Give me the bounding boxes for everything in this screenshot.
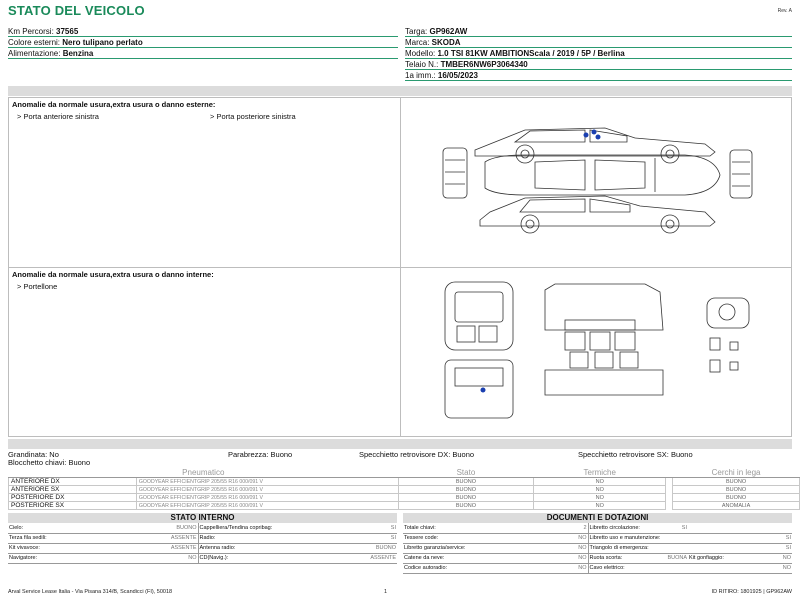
tyre-description: GOODYEAR EFFICIENTGRIP 205/55 R16 000/091 V <box>136 502 398 510</box>
tyre-status: BUONO <box>398 486 534 494</box>
interior-label: Kit vivavoce: <box>8 543 98 553</box>
document-label: Codice autoradio: <box>403 563 513 573</box>
tyre-rim: BUONO <box>673 494 800 502</box>
brand-value: SKODA <box>431 38 461 47</box>
separator-band-mid <box>8 439 792 449</box>
tyre-header-pneumatico: Pneumatico <box>9 468 399 478</box>
tyre-status: BUONO <box>398 494 534 502</box>
km-row <box>8 26 398 37</box>
tyre-gap <box>666 494 673 502</box>
document-value: SI <box>658 523 688 533</box>
tyre-gap <box>666 502 673 510</box>
footer-pickup-id: ID RITIRO: 1801925 | GP962AW <box>711 589 792 595</box>
documents-table <box>403 523 792 574</box>
interior-car-diagram <box>405 270 790 435</box>
tyre-description: GOODYEAR EFFICIENTGRIP 205/55 R16 000/091 V <box>136 478 398 486</box>
tyre-description: GOODYEAR EFFICIENTGRIP 205/55 R16 000/091 V <box>136 486 398 494</box>
registration-row <box>405 70 792 81</box>
tyre-thermal: NO <box>534 478 666 486</box>
document-value: BUONA <box>658 553 688 563</box>
document-label: Kit gonfiaggio: <box>688 553 758 563</box>
km-label: Km Percorsi: <box>8 27 57 36</box>
model-row <box>405 48 792 59</box>
tyre-gap <box>666 478 673 486</box>
documents-title: DOCUMENTI E DOTAZIONI <box>403 513 792 523</box>
document-value <box>758 523 792 533</box>
model-label: Modello: <box>405 49 438 58</box>
chassis-value: TMBER6NW6P3064340 <box>440 60 528 69</box>
document-value: NO <box>513 533 588 543</box>
tyre-rim: BUONO <box>673 478 800 486</box>
registration-label: 1a imm.: <box>405 71 438 80</box>
table-row <box>403 543 792 553</box>
tyre-status: BUONO <box>398 502 534 510</box>
brand-label: Marca: <box>405 38 432 47</box>
external-damage-title: Anomalie da normale usura,extra usura o danno esterne: <box>12 100 216 109</box>
document-value: NO <box>513 543 588 553</box>
revision-label: Rev. A <box>777 8 792 14</box>
registration-value: 16/05/2023 <box>437 71 478 80</box>
document-value: SI <box>758 533 792 543</box>
interior-label: Cappelliera/Tendina copribag: <box>198 523 308 533</box>
tyre-position: ANTERIORE DX <box>9 478 137 486</box>
table-row <box>8 543 397 553</box>
interior-label: Antenna radio: <box>198 543 308 553</box>
table-row <box>9 478 800 486</box>
vehicle-info-right <box>405 26 792 81</box>
table-row <box>8 523 397 533</box>
model-value: 1.0 TSI 81KW AMBITIONScala / 2019 / 5P / Berlina <box>437 49 625 58</box>
interior-label: Navigatore: <box>8 553 98 563</box>
interior-value: SI <box>308 523 397 533</box>
interior-label: Cielo: <box>8 523 98 533</box>
internal-damage-item: > Portellone <box>17 282 58 291</box>
tyre-header-gap <box>666 468 673 478</box>
tyre-position: ANTERIORE SX <box>9 486 137 494</box>
table-row <box>403 523 792 533</box>
exterior-car-diagram <box>405 100 790 265</box>
fuel-value: Benzina <box>62 49 94 58</box>
interior-label: Radio: <box>198 533 308 543</box>
plate-row <box>405 26 792 37</box>
km-value: 37565 <box>56 27 79 36</box>
footer-page-number: 1 <box>384 589 388 595</box>
interior-value: ASSENTE <box>98 533 198 543</box>
tyre-header-cerchi: Cerchi in lega <box>673 468 800 478</box>
tyre-table <box>8 468 800 510</box>
interior-status-section <box>8 513 397 564</box>
interior-status-title: STATO INTERNO <box>8 513 397 523</box>
table-row <box>9 486 800 494</box>
document-label: Cavo elettrico: <box>588 563 758 573</box>
document-value: 2 <box>513 523 588 533</box>
document-label: Libretto garanzia/service: <box>403 543 513 553</box>
interior-status-table <box>8 523 397 564</box>
table-row <box>8 533 397 543</box>
document-label: Tessere code: <box>403 533 513 543</box>
document-value: NO <box>758 553 792 563</box>
interior-value: SI <box>308 533 397 543</box>
document-label <box>688 523 758 533</box>
tyre-thermal: NO <box>534 494 666 502</box>
tyre-thermal: NO <box>534 502 666 510</box>
interior-value: ASSENTE <box>308 553 397 563</box>
key-block-condition: Blocchetto chiavi: Buono <box>8 458 91 467</box>
document-value: SI <box>758 543 792 553</box>
footer-address: Arval Service Lease Italia - Via Pisana 314/B, Scandicci (FI), 50018 <box>8 589 173 595</box>
tyre-rim: BUONO <box>673 486 800 494</box>
document-label: Totale chiavi: <box>403 523 513 533</box>
document-label: Catene da neve: <box>403 553 513 563</box>
table-row <box>8 553 397 563</box>
page-title: STATO DEL VEICOLO <box>8 3 145 18</box>
document-label: Ruota scorta: <box>588 553 658 563</box>
separator-band-top <box>8 86 792 96</box>
document-value: NO <box>513 563 588 573</box>
fuel-row <box>8 48 398 59</box>
color-label: Colore esterni: <box>8 38 63 47</box>
external-damage-item: > Porta anteriore sinistra <box>17 112 99 121</box>
document-value: NO <box>513 553 588 563</box>
table-row <box>403 563 792 573</box>
interior-value: BUONO <box>308 543 397 553</box>
document-label: Libretto uso e manutenzione: <box>588 533 758 543</box>
hail-condition: Grandinata: No <box>8 450 59 459</box>
tyre-header-stato: Stato <box>398 468 534 478</box>
tyre-position: POSTERIORE DX <box>9 494 137 502</box>
plate-value: GP962AW <box>429 27 468 36</box>
tyre-position: POSTERIORE SX <box>9 502 137 510</box>
plate-label: Targa: <box>405 27 430 36</box>
tyre-description: GOODYEAR EFFICIENTGRIP 205/55 R16 000/091 V <box>136 494 398 502</box>
interior-label: Terza fila sedili: <box>8 533 98 543</box>
internal-damage-title: Anomalie da normale usura,extra usura o danno interne: <box>12 270 214 279</box>
document-value: NO <box>758 563 792 573</box>
interior-value: BUONO <box>98 523 198 533</box>
brand-row <box>405 37 792 48</box>
color-row <box>8 37 398 48</box>
interior-value: NO <box>98 553 198 563</box>
color-value: Nero tulipano perlato <box>62 38 143 47</box>
chassis-row <box>405 59 792 70</box>
tyre-thermal: NO <box>534 486 666 494</box>
damage-panel-hsplit <box>8 267 792 268</box>
tyre-status: BUONO <box>398 478 534 486</box>
table-row <box>403 553 792 563</box>
document-label: Libretto circolazione: <box>588 523 658 533</box>
table-row <box>9 494 800 502</box>
documents-section <box>403 513 792 574</box>
mirror-dx-condition: Specchietto retrovisore DX: Buono <box>359 450 475 459</box>
tyre-header-termiche: Termiche <box>534 468 666 478</box>
chassis-label: Telaio N.: <box>405 60 441 69</box>
table-row <box>9 502 800 510</box>
tyre-rim: ANOMALIA <box>673 502 800 510</box>
mirror-sx-condition: Specchietto retrovisore SX: Buono <box>578 450 693 459</box>
interior-label: CD(Navig.): <box>198 553 308 563</box>
vehicle-info-left <box>8 26 398 59</box>
table-row <box>403 533 792 543</box>
document-label: Triangolo di emergenza: <box>588 543 758 553</box>
interior-value: ASSENTE <box>98 543 198 553</box>
tyre-gap <box>666 486 673 494</box>
windshield-condition: Parabrezza: Buono <box>228 450 293 459</box>
fuel-label: Alimentazione: <box>8 49 63 58</box>
external-damage-item: > Porta posteriore sinistra <box>210 112 296 121</box>
tyre-table-header <box>9 468 800 478</box>
